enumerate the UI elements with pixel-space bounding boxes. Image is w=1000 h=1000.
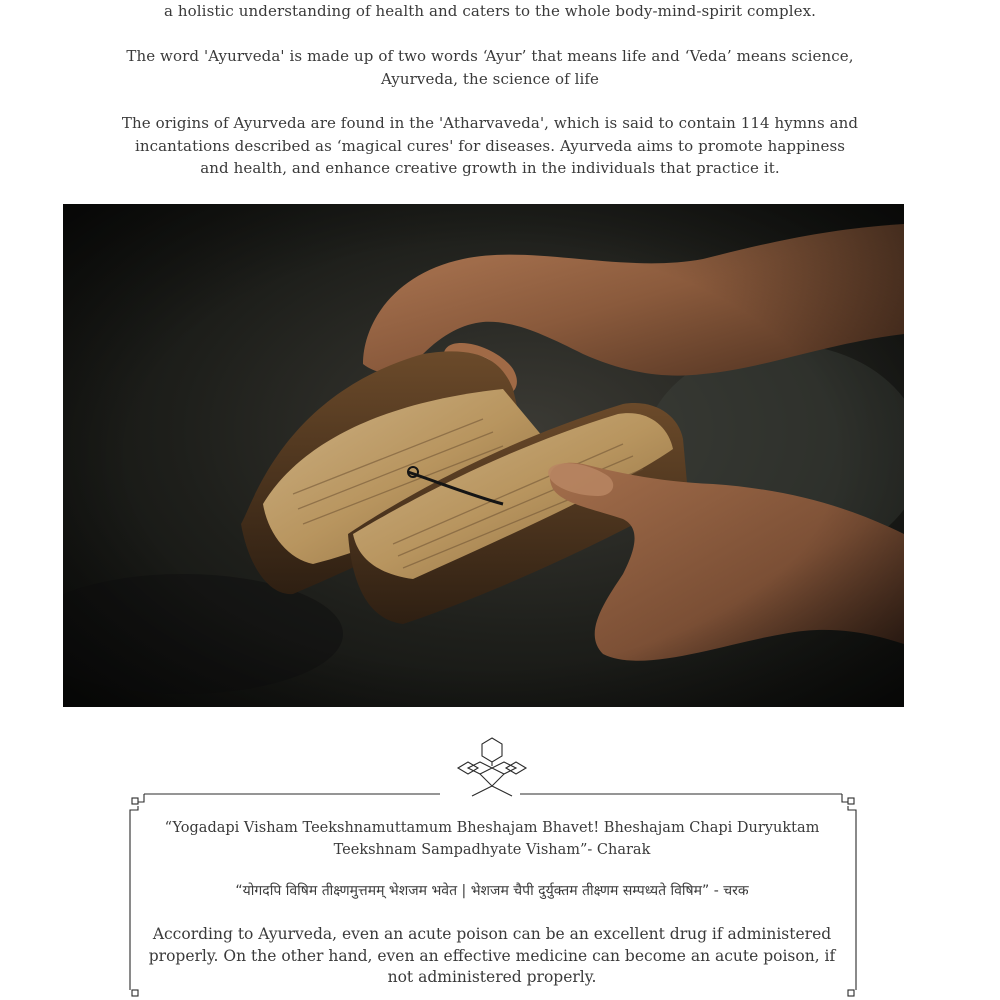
quote-sanskrit: “योगदपि विषिम तीक्ष्णमुत्तमम् भेशजम भवेत | भेशजम चैपी दुर्युक्तम तीक्ष्णम सम्पध्यते विषिम” - चरक: [235, 883, 749, 899]
hexagon-diamond-ornament-icon: [456, 736, 528, 798]
quote-explanation: According to Ayurveda, even an acute poison can be an excellent drug if administered properly. On the other hand, even an effective medicine can become an acute poison, if not administered properly.: [148, 925, 836, 986]
intro-paragraph-holistic: a holistic understanding of health and caters to the whole body-mind-spirit complex.: [163, 2, 817, 20]
intro-paragraph-origins: The origins of Ayurveda are found in the 'Atharvaveda', which is said to contain 114 hymns and incantations described as ‘magical cures' for diseases. Ayurveda aims to promote happiness and health, and enhance creative growth in the individuals that practice it.: [121, 114, 859, 177]
intro-paragraph-ayurveda-meaning: The word 'Ayurveda' is made up of two words ‘Ayur’ that means life and ‘Veda’ means science, Ayurveda, the science of life: [126, 47, 854, 88]
quote-transliteration: “Yogadapi Visham Teekshnamuttamum Bheshajam Bhavet! Bheshajam Chapi Duryuktam Teekshnam Sampadhyate Visham”- Charak: [164, 820, 820, 858]
palm-leaf-manuscript-photo: [63, 204, 904, 707]
